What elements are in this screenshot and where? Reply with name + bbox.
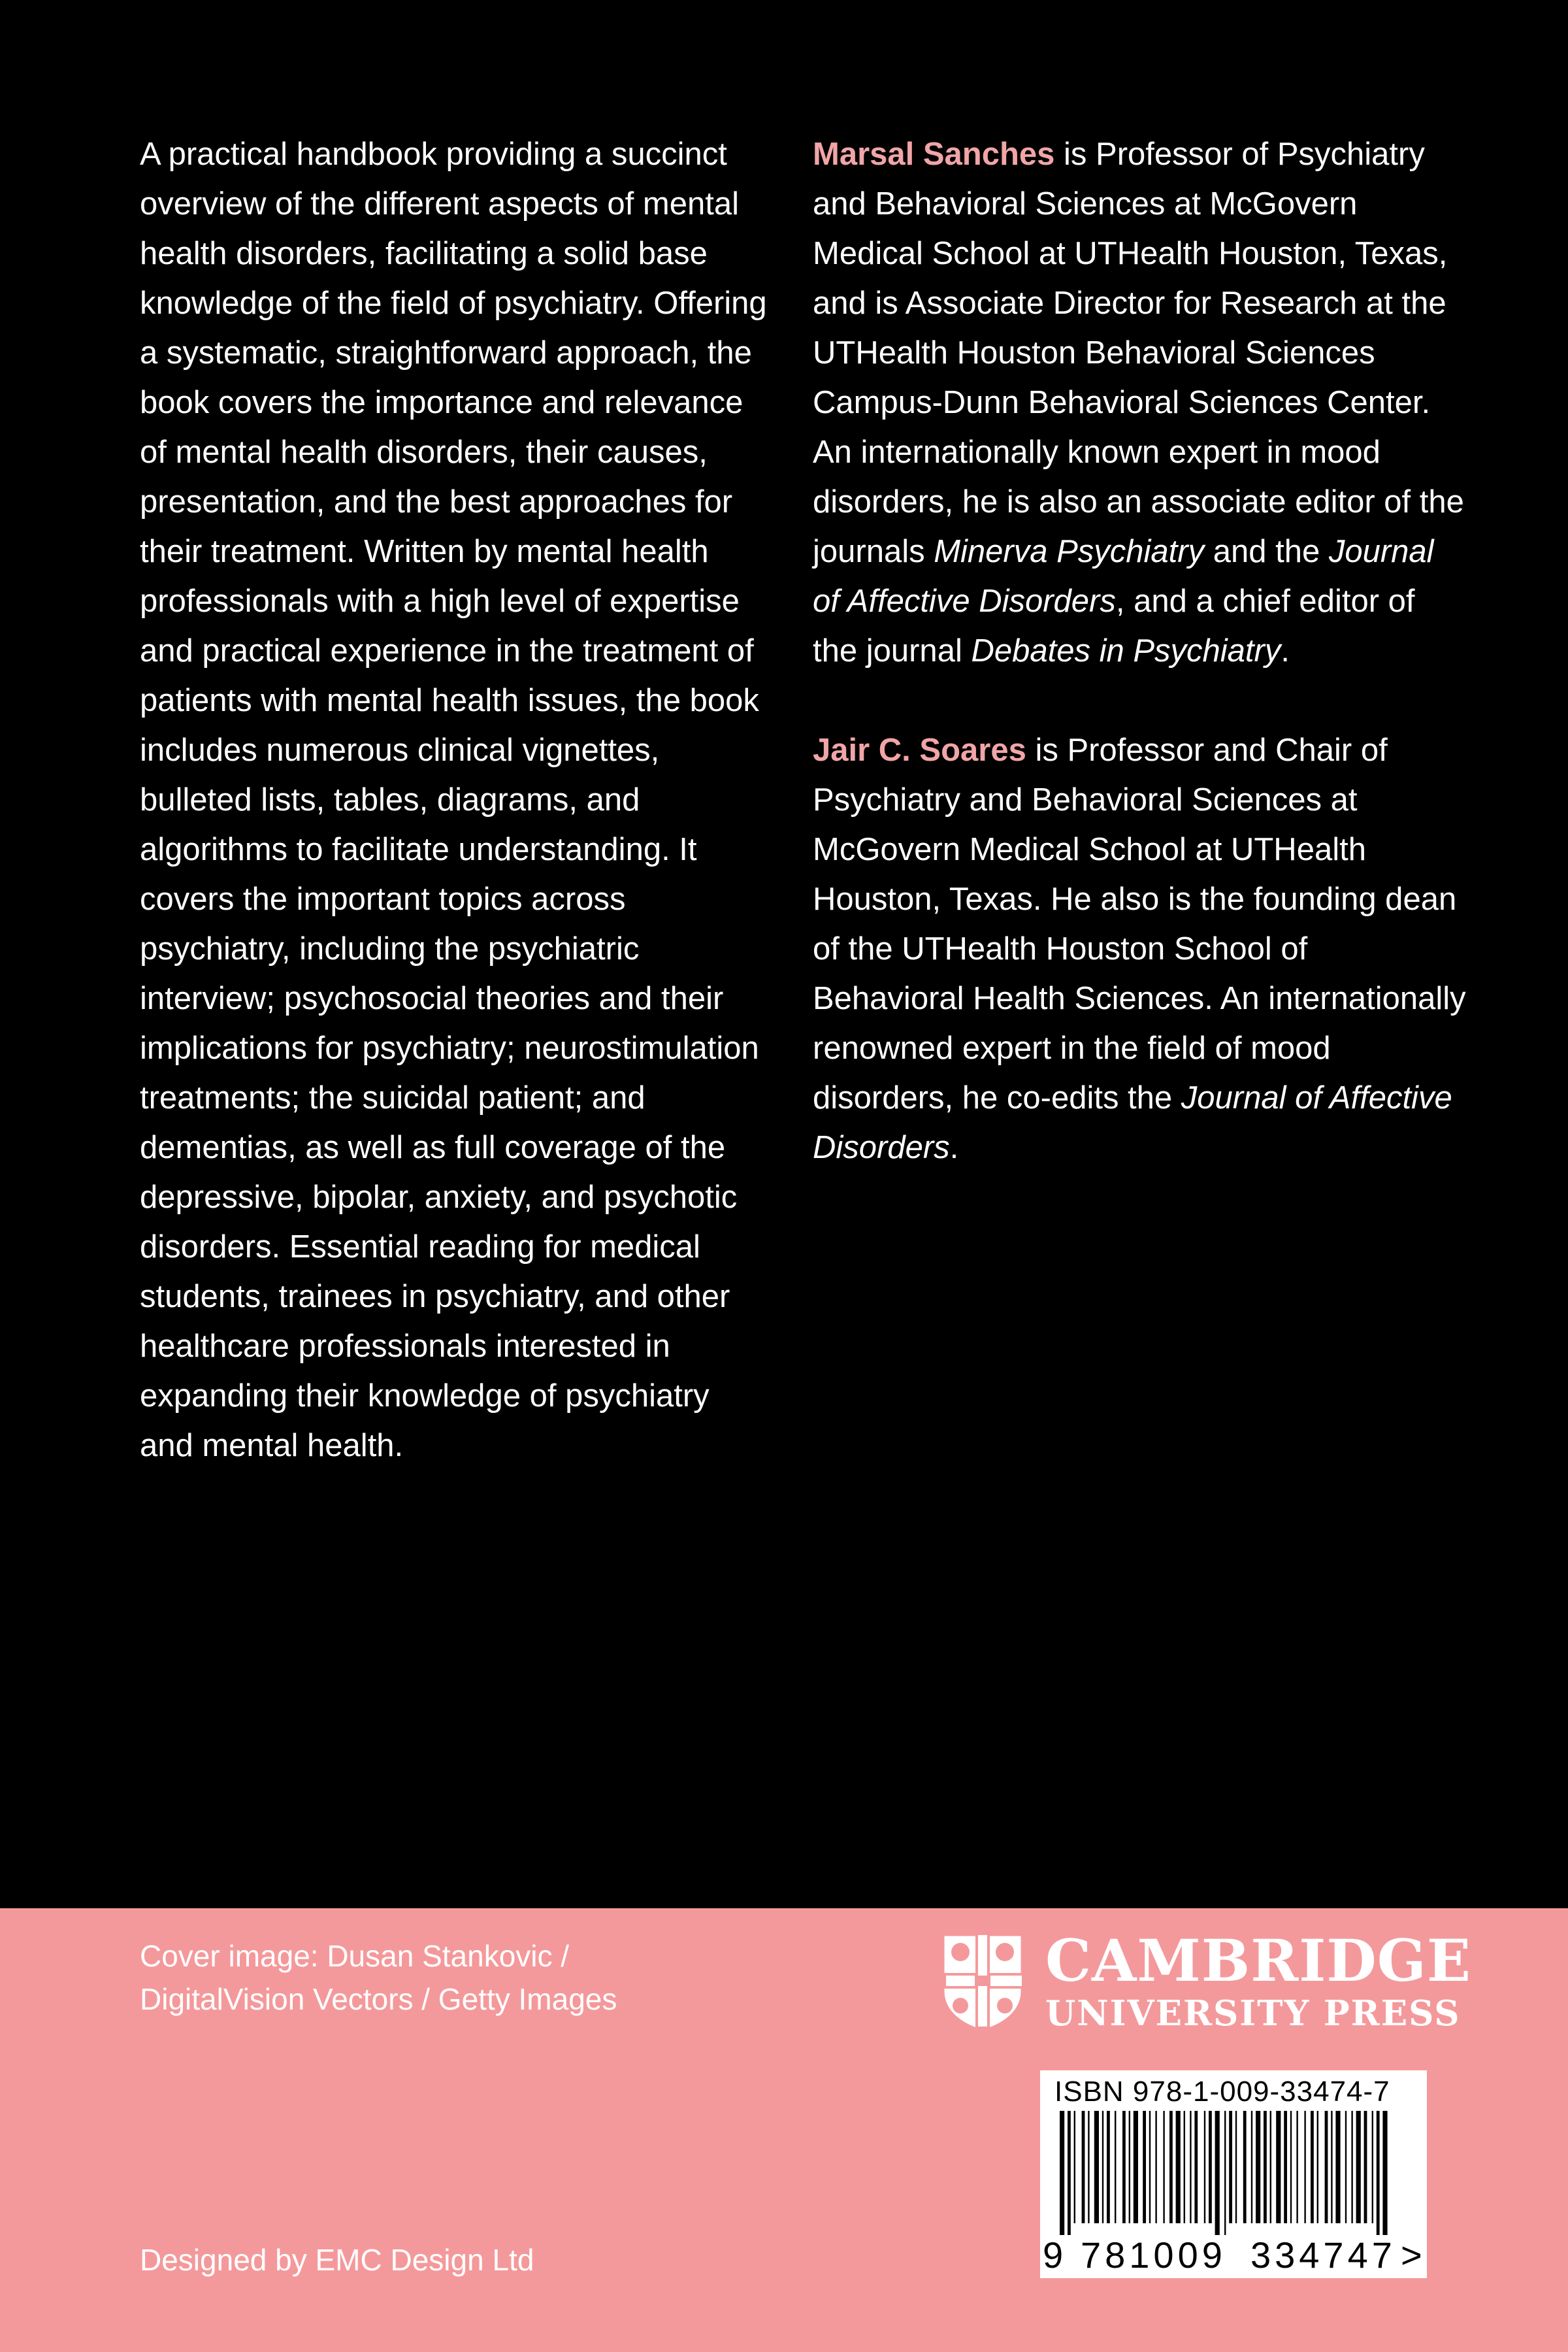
barcode-bar: [1290, 2111, 1292, 2223]
barcode-bar: [1122, 2111, 1126, 2223]
author-bio-soares: Jair C. Soares is Professor and Chair of Psychiatry and Behavioral Sciences at McGovern Medical School at UTHealth Houston, Texas. He also is the founding dean of the UTHealth Houston School of Behavioral Health Sciences. An internationally renowned expert in the field of mood disorders, he co-edits the Journal of Affective Disorders.: [813, 733, 1466, 1165]
barcode-bar: [1074, 2111, 1075, 2223]
barcode-digits-right: 334747: [1250, 2234, 1396, 2276]
barcode-bar: [1143, 2111, 1146, 2223]
barcode-bar: [1107, 2111, 1110, 2223]
journal-title: Minerva Psychiatry: [934, 534, 1205, 569]
isbn-label: ISBN 978-1-009-33474-7: [1054, 2076, 1390, 2108]
barcode-end-mark: >: [1401, 2234, 1422, 2276]
barcode-bar: [1276, 2111, 1281, 2223]
barcode-bar: [1102, 2111, 1103, 2223]
barcode-bar: [1229, 2111, 1232, 2223]
barcode-bar: [1243, 2111, 1247, 2223]
barcode-bar: [1331, 2111, 1332, 2223]
barcode-bar: [1224, 2111, 1226, 2235]
journal-title: Journal of Affective Disorders: [813, 534, 1434, 619]
barcode-bar: [1351, 2111, 1352, 2223]
designer-credit: Designed by EMC Design Ltd: [140, 2243, 534, 2277]
barcode-bar: [1345, 2111, 1347, 2223]
barcode-bar: [1372, 2111, 1373, 2223]
barcode-bar: [1068, 2111, 1071, 2235]
author-name: Marsal Sanches: [813, 137, 1055, 172]
publisher-subtitle: UNIVERSITY PRESS: [1045, 1993, 1461, 2034]
barcode-digits-left: 781009: [1081, 2234, 1226, 2276]
barcode-bar: [1256, 2111, 1260, 2223]
barcode-bar: [1377, 2111, 1380, 2235]
isbn-barcode: [1040, 2070, 1427, 2278]
barcode-bar: [1270, 2111, 1271, 2223]
author-bio-sanches: Marsal Sanches is Professor of Psychiatry and Behavioral Sciences at McGovern Medical School at UTHealth Houston, Texas, and is Associate Director for Research at the UTHealth Houston Behavioral Sciences Campus-Dunn Behavioral Sciences Center. An internationally known expert in mood disorders, he is also an associate editor of the journals Minerva Psychiatry and the Journal of Affective Disorders, and a chief editor of the journal Debates in Psychiatry.: [813, 137, 1464, 669]
barcode-bar: [1335, 2111, 1340, 2223]
barcode-bar: [1325, 2111, 1328, 2223]
journal-title: Journal of Affective Disorders: [813, 1080, 1452, 1165]
barcode-bar: [1204, 2111, 1205, 2223]
cambridge-crest-icon: [941, 1932, 1024, 2032]
barcode-bar: [1264, 2111, 1267, 2223]
barcode-bar: [1163, 2111, 1164, 2223]
author-name: Jair C. Soares: [813, 733, 1026, 768]
barcode-bar: [1169, 2111, 1173, 2223]
author-bios: [813, 129, 1466, 1222]
publisher-logo: [1045, 1928, 1503, 2034]
cover-image-credit: Cover image: Dusan Stankovic / DigitalVision Vectors / Getty Images: [140, 1939, 617, 2016]
barcode-bar: [1304, 2111, 1305, 2223]
barcode-digit-first: 9: [1043, 2234, 1064, 2276]
journal-title: Debates in Psychiatry: [971, 633, 1281, 669]
publisher-name: CAMBRIDGE: [1045, 1927, 1471, 1995]
barcode-bar: [1082, 2111, 1085, 2223]
barcode-bar: [1356, 2111, 1361, 2223]
barcode-bar: [1129, 2111, 1130, 2223]
barcode-bar: [1215, 2111, 1220, 2235]
barcode-bar: [1364, 2111, 1367, 2223]
barcode-bar: [1060, 2111, 1064, 2235]
barcode-bar: [1088, 2111, 1089, 2223]
barcode-bar: [1149, 2111, 1151, 2223]
barcode-bar: [1155, 2111, 1156, 2223]
barcode-bar: [1317, 2111, 1318, 2223]
barcode-bar: [1190, 2111, 1191, 2223]
barcode-bar: [1176, 2111, 1181, 2223]
barcode-bar: [1194, 2111, 1198, 2223]
barcode-bar: [1115, 2111, 1116, 2223]
barcode-icon: [1051, 2111, 1416, 2235]
barcode-bar: [1209, 2111, 1212, 2223]
barcode-bar: [1134, 2111, 1138, 2223]
barcode-bar: [1094, 2111, 1099, 2223]
barcode-bar: [1251, 2111, 1252, 2223]
barcode-bar: [1296, 2111, 1298, 2223]
barcode-bar: [1382, 2111, 1387, 2235]
barcode-bar: [1235, 2111, 1237, 2223]
book-description: A practical handbook providing a succinct overview of the different aspects of mental health disorders, facilitating a solid base knowledge of the field of psychiatry. Offering a systematic, straightforward approach, the book covers the importance and relevance of mental health disorders, their causes, presentation, and the best approaches for their treatment. Written by mental health professionals with a high level of expertise and practical experience in the treatment of patients with mental health issues, the book includes numerous clinical vignettes, bulleted lists, tables, diagrams, and algorithms to facilitate understanding. It covers the important topics across psychiatry, including the psychiatric interview; psychosocial theories and their implications for psychiatry; neurostimulation treatments; the suicidal patient; and dementias, as well as full coverage of the depressive, bipolar, anxiety, and psychotic disorders. Essential reading for medical students, trainees in psychiatry, and other healthcare professionals interested in expanding their knowledge of psychiatry and mental health.: [140, 137, 767, 1463]
barcode-bar: [1284, 2111, 1287, 2223]
barcode-bar: [1311, 2111, 1314, 2223]
barcode-bar: [1184, 2111, 1185, 2223]
